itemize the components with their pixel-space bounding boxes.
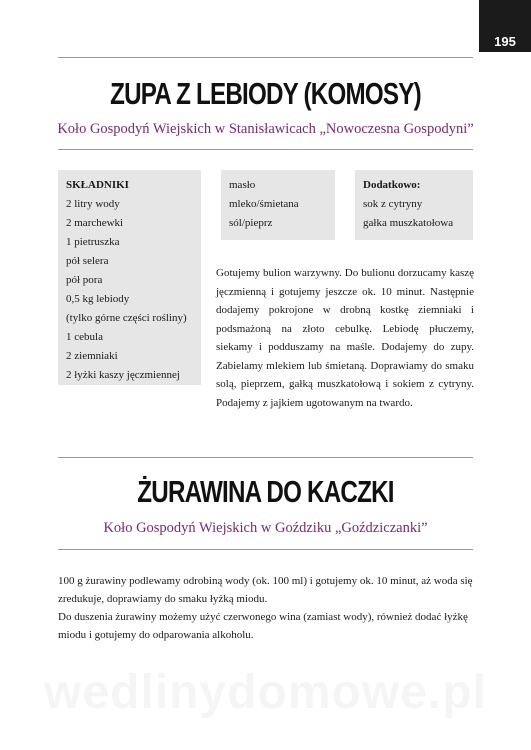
recipe2-author: Koło Gospodyń Wiejskich w Goździku „Goździczanki” [103,520,428,536]
ingredients-heading: SKŁADNIKI [66,179,129,191]
ingredients-box [58,170,201,385]
extra-item: gałka muszkatołowa [363,217,454,229]
ingredient-item: (tylko górne części rośliny) [66,312,187,324]
extra-item: sok z cytryny [363,198,423,210]
recipe2-divider [58,549,473,550]
ingredient-item: 1 pietruszka [66,236,120,248]
recipe1-divider [58,149,473,150]
ingredient-item: 1 cebula [66,331,103,343]
ingredient-item: 2 łyżki kaszy jęczmiennej [66,369,180,381]
extras-heading: Dodatkowo: [363,179,421,191]
ingredient-item: sól/pieprz [229,217,273,229]
recipe1-author: Koło Gospodyń Wiejskich w Stanisławicach „Nowoczesna Gospodyni” [57,121,474,137]
recipe2-title: ŻURAWINA DO KACZKI [137,474,394,509]
recipe1-title: ZUPA Z LEBIODY (KOMOSY) [110,76,421,111]
recipe2-method [58,572,478,644]
ingredient-item: mleko/śmietana [229,198,299,210]
recipe2-paragraph: Do duszenia żurawiny możemy użyć czerwonego wina (zamiast wody), również dodać łyżkę miodu i gotujemy do odparowania alkoholu. [58,611,468,641]
extras-box [355,170,473,240]
ingredients-list [66,195,193,385]
ingredient-item: 2 litry wody [66,198,120,210]
page-number: 195 [479,0,531,52]
ingredient-item: 2 marchewki [66,217,124,229]
recipe2-paragraph: 100 g żurawiny podlewamy odrobiną wody (ok. 100 ml) i gotujemy ok. 10 minut, aż woda się zredukuje, doprawiamy do smaku łyżką miodu. [58,575,473,605]
recipe2-top-divider [58,457,473,458]
ingredient-item: 0,5 kg lebiody [66,293,130,305]
ingredient-item: masło [229,179,256,191]
ingredient-item: 2 ziemniaki [66,350,118,362]
ingredient-item: pół selera [66,255,109,267]
ingredients-more-box [221,170,335,240]
watermark [0,665,531,720]
recipe1-method: Gotujemy bulion warzywny. Do bulionu dorzucamy kaszę jęczmienną i gotujemy jeszcze ok. 10 minut. Następnie dodajemy pokrojone w drobną kostkę ziemniaki i podsmażoną na złoto cebulkę. Lebiodę płuczemy, siekamy i podduszamy na maśle. Dodajemy do zupy. Zabielamy mlekiem lub śmietaną. Doprawiamy do smaku solą, pieprzem, gałką muszkatołową i sokiem z cytryny. Podajemy z jajkiem ugotowanym na twardo. [216,267,474,409]
top-divider [58,57,473,58]
ingredient-item: pół pora [66,274,103,286]
